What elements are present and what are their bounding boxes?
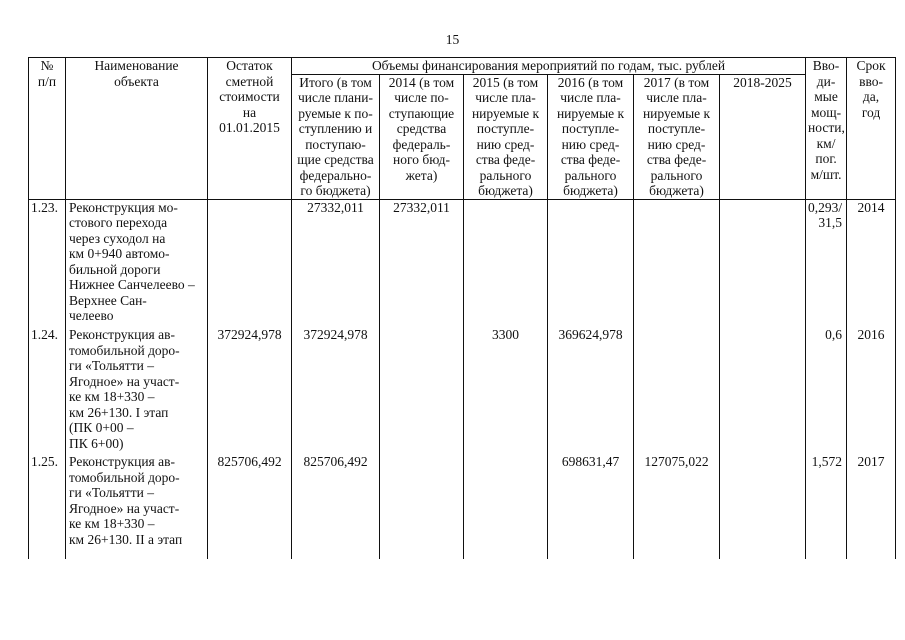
value-2018-2025 xyxy=(720,199,806,327)
financing-table xyxy=(28,57,896,559)
object-name: Реконструкция ав- томобильной доро- ги «Тольятти – Ягодное» на участ- ке км 18+330 – км 26+130. II а этап xyxy=(66,454,208,559)
header-name: Наименование объекта xyxy=(66,58,208,200)
header-2018-2025: 2018-2025 xyxy=(720,74,806,199)
value-2017: 127075,022 xyxy=(634,454,720,559)
value-2016: 369624,978 xyxy=(548,327,634,454)
total-value: 27332,011 xyxy=(292,199,380,327)
header-total: Итого (в том числе плани- руемые к по- ступлению и поступаю- щие средства федерально- го бюджета) xyxy=(292,74,380,199)
remainder-value xyxy=(208,199,292,327)
value-2018-2025 xyxy=(720,327,806,454)
value-2014 xyxy=(380,454,464,559)
value-2017 xyxy=(634,327,720,454)
value-2015: 3300 xyxy=(464,327,548,454)
object-name: Реконструкция мо- стового перехода через суходол на км 0+940 автомо- бильной дороги Нижнее Санчелеево – Верхнее Сан- челеево xyxy=(66,199,208,327)
header-remainder: Остаток сметной стоимости на 01.01.2015 xyxy=(208,58,292,200)
table-row xyxy=(29,327,896,454)
header-2017: 2017 (в том числе пла- нируемые к поступле- нию сред- ства феде- рального бюджета) xyxy=(634,74,720,199)
header-term: Срок вво- да, год xyxy=(847,58,896,200)
header-num: № п/п xyxy=(29,58,66,200)
capacity-value: 0,293/ 31,5 xyxy=(806,199,847,327)
row-number: 1.25. xyxy=(29,454,66,559)
row-number: 1.24. xyxy=(29,327,66,454)
header-2014: 2014 (в том числе по- ступающие средства федераль- ного бюд- жета) xyxy=(380,74,464,199)
value-2015 xyxy=(464,454,548,559)
total-value: 372924,978 xyxy=(292,327,380,454)
value-2016: 698631,47 xyxy=(548,454,634,559)
term-value: 2014 xyxy=(847,199,896,327)
table-row xyxy=(29,454,896,559)
value-2014: 27332,011 xyxy=(380,199,464,327)
row-number: 1.23. xyxy=(29,199,66,327)
header-funding-group: Объемы финансирования мероприятий по годам, тыс. рублей xyxy=(292,58,806,75)
total-value: 825706,492 xyxy=(292,454,380,559)
capacity-value: 0,6 xyxy=(806,327,847,454)
remainder-value: 825706,492 xyxy=(208,454,292,559)
object-name: Реконструкция ав- томобильной доро- ги «Тольятти – Ягодное» на участ- ке км 18+330 – км 26+130. I этап (ПК 0+00 – ПК 6+00) xyxy=(66,327,208,454)
header-capacity: Вво- ди- мые мощ- ности, км/ пог. м/шт. xyxy=(806,58,847,200)
header-2016: 2016 (в том числе пла- нируемые к поступле- нию сред- ства феде- рального бюджета) xyxy=(548,74,634,199)
value-2017 xyxy=(634,199,720,327)
term-value: 2017 xyxy=(847,454,896,559)
value-2016 xyxy=(548,199,634,327)
page-number: 15 xyxy=(445,32,460,47)
value-2014 xyxy=(380,327,464,454)
header-2015: 2015 (в том числе пла- нируемые к поступле- нию сред- ства феде- рального бюджета) xyxy=(464,74,548,199)
term-value: 2016 xyxy=(847,327,896,454)
table-row xyxy=(29,199,896,327)
value-2018-2025 xyxy=(720,454,806,559)
capacity-value: 1,572 xyxy=(806,454,847,559)
remainder-value: 372924,978 xyxy=(208,327,292,454)
value-2015 xyxy=(464,199,548,327)
